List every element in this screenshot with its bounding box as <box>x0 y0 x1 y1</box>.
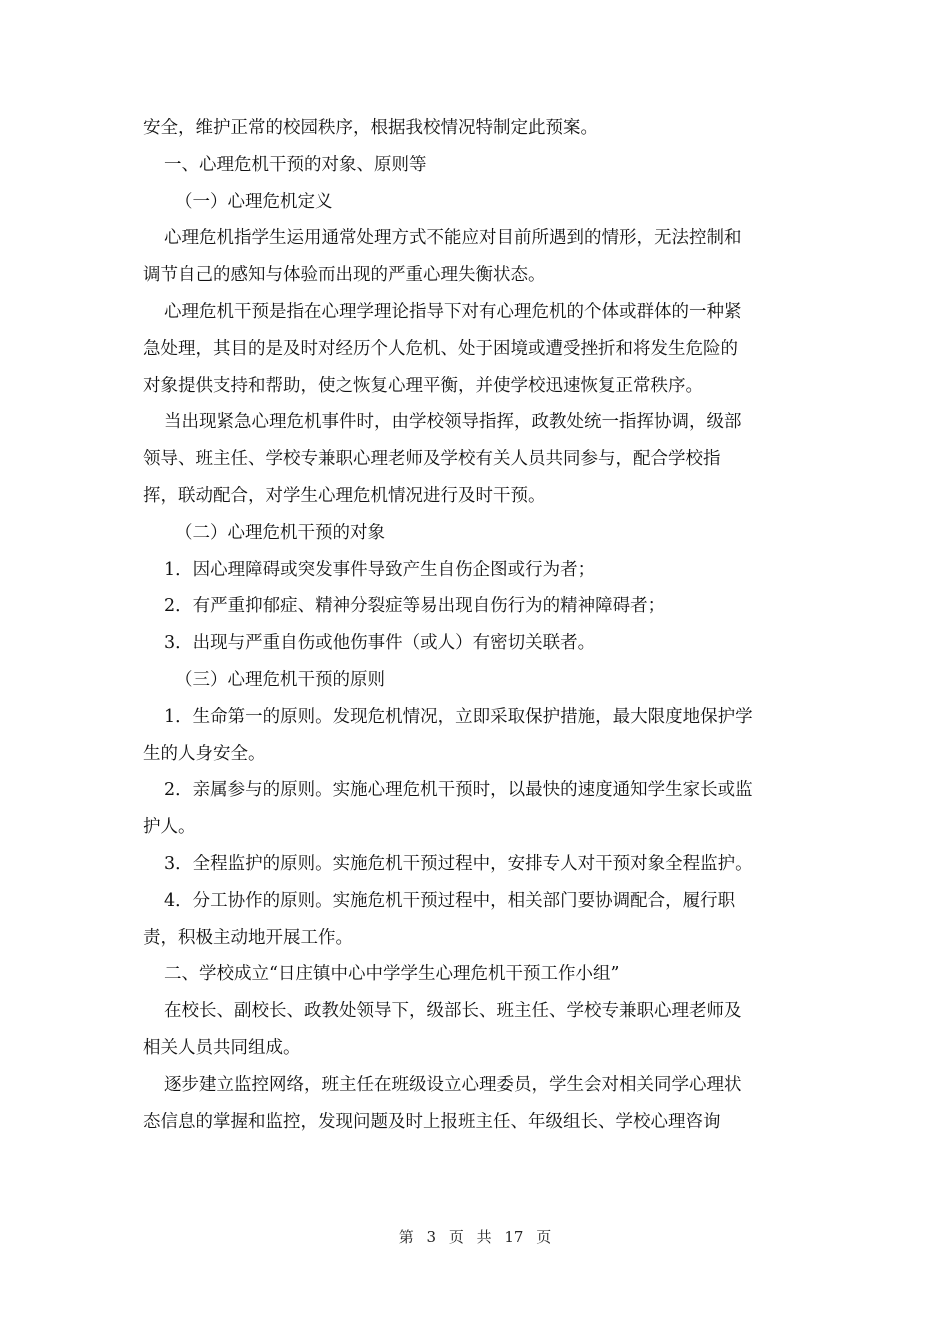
list-item: 3．出现与严重自伤或他伤事件（或人）有密切关联者。 <box>164 633 596 654</box>
subsection-heading: （一）心理危机定义 <box>175 191 333 212</box>
paragraph-line: 在校长、副校长、政教处领导下，级部长、班主任、学校专兼职心理老师及 <box>164 1001 742 1022</box>
paragraph-line: 安全，维护正常的校园秩序，根据我校情况特制定此预案。 <box>143 118 598 138</box>
paragraph-line: 心理危机干预是指在心理学理论指导下对有心理危机的个体或群体的一种紧 <box>164 301 742 322</box>
list-item: 1．生命第一的原则。发现危机情况，立即采取保护措施，最大限度地保护学 <box>164 706 753 727</box>
list-item: 2．有严重抑郁症、精神分裂症等易出现自伤行为的精神障碍者； <box>164 596 666 617</box>
paragraph-line: 心理危机指学生运用通常处理方式不能应对目前所遇到的情形，无法控制和 <box>164 228 742 249</box>
list-item: 2．亲属参与的原则。实施心理危机干预时，以最快的速度通知学生家长或监 <box>164 780 753 801</box>
paragraph-line: 当出现紧急心理危机事件时，由学校领导指挥，政教处统一指挥协调，级部 <box>164 412 742 433</box>
paragraph-line: 态信息的掌握和监控，发现问题及时上报班主任、年级组长、学校心理咨询 <box>143 1111 721 1132</box>
page-number: 第 3 页 共 17 页 <box>398 1228 552 1246</box>
section-heading: 一、心理危机干预的对象、原则等 <box>164 154 427 175</box>
paragraph-line: 护人。 <box>143 817 196 838</box>
paragraph-line: 急处理，其目的是及时对经历个人危机、处于困境或遭受挫折和将发生危险的 <box>143 338 738 359</box>
paragraph-line: 相关人员共同组成。 <box>143 1037 301 1058</box>
paragraph-line: 逐步建立监控网络，班主任在班级设立心理委员，学生会对相关同学心理状 <box>164 1074 742 1095</box>
paragraph-line: 生的人身安全。 <box>143 743 266 764</box>
subsection-heading: （二）心理危机干预的对象 <box>175 522 385 543</box>
paragraph-line: 责，积极主动地开展工作。 <box>143 927 353 948</box>
paragraph-line: 调节自己的感知与体验而出现的严重心理失衡状态。 <box>143 265 546 286</box>
section-heading: 二、学校成立“日庄镇中心中学学生心理危机干预工作小组” <box>164 964 620 985</box>
list-item: 1．因心理障碍或突发事件导致产生自伤企图或行为者； <box>164 559 596 580</box>
list-item: 4．分工协作的原则。实施危机干预过程中，相关部门要协调配合，履行职 <box>164 890 736 911</box>
paragraph-line: 领导、班主任、学校专兼职心理老师及学校有关人员共同参与，配合学校指 <box>143 449 721 470</box>
list-item: 3．全程监护的原则。实施危机干预过程中，安排专人对干预对象全程监护。 <box>164 853 753 874</box>
document-body <box>143 110 808 1140</box>
paragraph-line: 挥，联动配合，对学生心理危机情况进行及时干预。 <box>143 485 546 506</box>
subsection-heading: （三）心理危机干预的原则 <box>175 669 385 690</box>
paragraph-line: 对象提供支持和帮助，使之恢复心理平衡，并使学校迅速恢复正常秩序。 <box>143 375 703 396</box>
